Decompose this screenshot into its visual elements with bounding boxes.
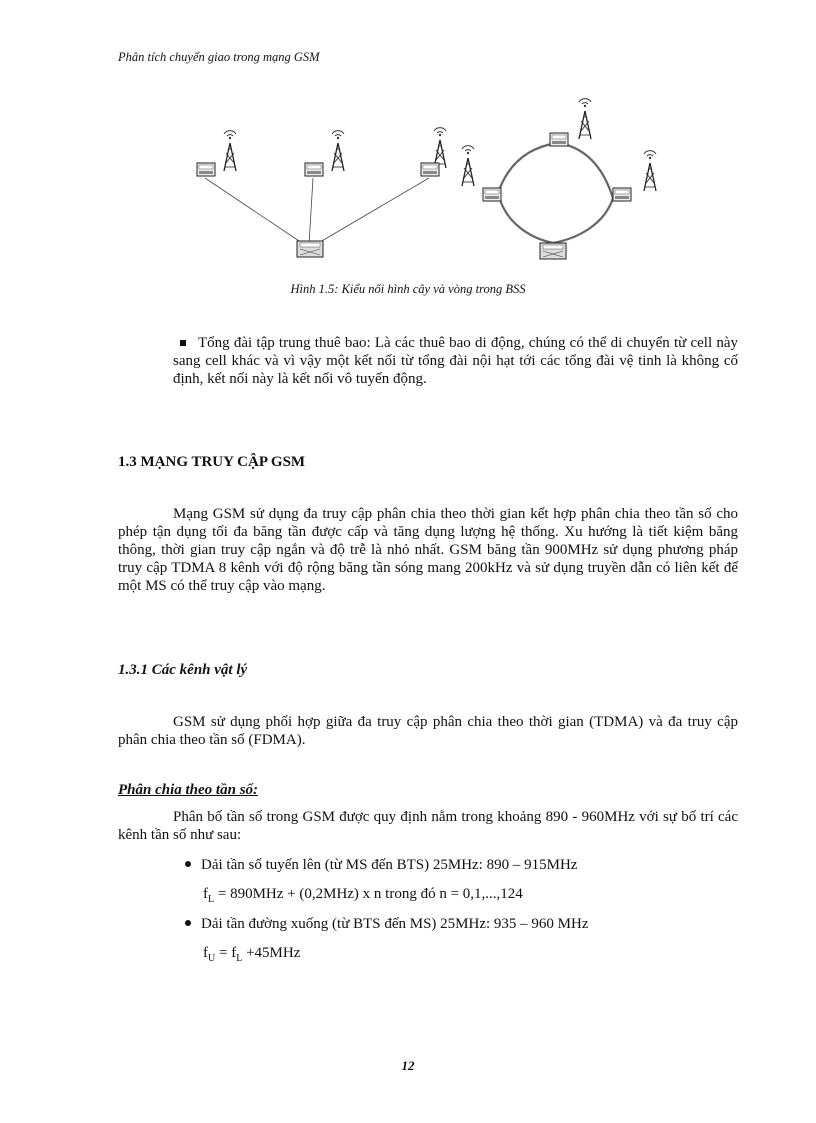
- page-number: 12: [401, 1058, 415, 1073]
- formula-body: +45MHz: [242, 945, 301, 961]
- tree-topology: [197, 128, 446, 257]
- formula-body: = f: [215, 945, 237, 961]
- bts-site: [197, 131, 236, 176]
- formula-subscript: L: [208, 894, 215, 905]
- formula-symbol: f: [203, 886, 208, 902]
- section-heading: 1.3 MẠNG TRUY CẬP GSM: [118, 454, 306, 470]
- frequency-division-heading: Phân chia theo tần số:: [118, 782, 259, 798]
- bts-site: [305, 131, 344, 176]
- formula-symbol: f: [203, 945, 208, 961]
- formula-body: = 890MHz + (0,2MHz) x n trong đó n = 0,1,...,124: [214, 886, 523, 902]
- section-paragraph: Mạng GSM sử dụng đa truy cập phân chia theo thời gian kết hợp phân chia theo tần số cho phép tận dụng tối đa băng tần được cấp và tăng dụng lượng hệ thống. Xu hướng là tiết kiệm băng thông, thời gian truy cập ngắn và độ trễ là nhỏ nhất. GSM băng tần 900MHz sử dụng phương pháp truy cập TDMA 8 kênh với độ rộng băng tần sóng mang 200kHz và sử dụng truyền dẫn có liên kết để một MS có thể truy cập vào mạng.: [118, 506, 738, 594]
- bullet-icon: [185, 920, 191, 926]
- bsc-node: [297, 241, 323, 257]
- bullet-text: Tổng đài tập trung thuê bao: Là các thuê bao di động, chúng có thể di chuyển từ cell này sang cell khác và vì vậy một kết nối từ tổng đài nội hạt tới các tổng đài vệ tinh là không cố định, kết nối này là kết nối vô tuyến động.: [173, 335, 738, 387]
- list-item: [185, 857, 577, 874]
- bts-site: [613, 151, 656, 201]
- tree-link: [205, 178, 305, 245]
- bullet-icon: [185, 861, 191, 867]
- subsection-paragraph: GSM sử dụng phối hợp giữa đa truy cập phân chia theo thời gian (TDMA) và đa truy cập phân chia theo tần số (FDMA).: [118, 714, 738, 748]
- subscriber-exchange-paragraph: [173, 334, 738, 388]
- tree-link: [315, 178, 429, 245]
- downlink-formula: [203, 945, 300, 964]
- bsc-node: [540, 243, 566, 259]
- figure-caption: Hình 1.5: Kiểu nối hình cây và vòng trong BSS: [290, 282, 526, 296]
- ring-topology: [462, 99, 656, 259]
- uplink-text: Dải tần số tuyến lên (từ MS đến BTS) 25MHz: 890 – 915MHz: [201, 857, 578, 873]
- bts-site: [462, 146, 501, 201]
- bts-site: [421, 128, 446, 176]
- tree-link: [309, 178, 313, 245]
- bts-site: [550, 99, 591, 146]
- downlink-text: Dải tần đường xuống (từ BTS đến MS) 25MHz: 935 – 960 MHz: [201, 916, 589, 932]
- uplink-formula: [203, 886, 523, 905]
- formula-subscript: L: [236, 953, 243, 964]
- running-header: Phân tích chuyển giao trong mạng GSM: [118, 50, 320, 64]
- square-bullet-icon: [180, 340, 186, 346]
- subsection-heading: 1.3.1 Các kênh vật lý: [118, 662, 248, 678]
- list-item: [185, 916, 589, 933]
- frequency-division-paragraph: Phân bố tần số trong GSM được quy định nằm trong khoảng 890 - 960MHz với sự bố trí các kênh tần số như sau:: [118, 809, 738, 843]
- formula-subscript: U: [208, 953, 216, 964]
- bss-topology-figure: [185, 98, 675, 273]
- ring-link: [498, 143, 613, 243]
